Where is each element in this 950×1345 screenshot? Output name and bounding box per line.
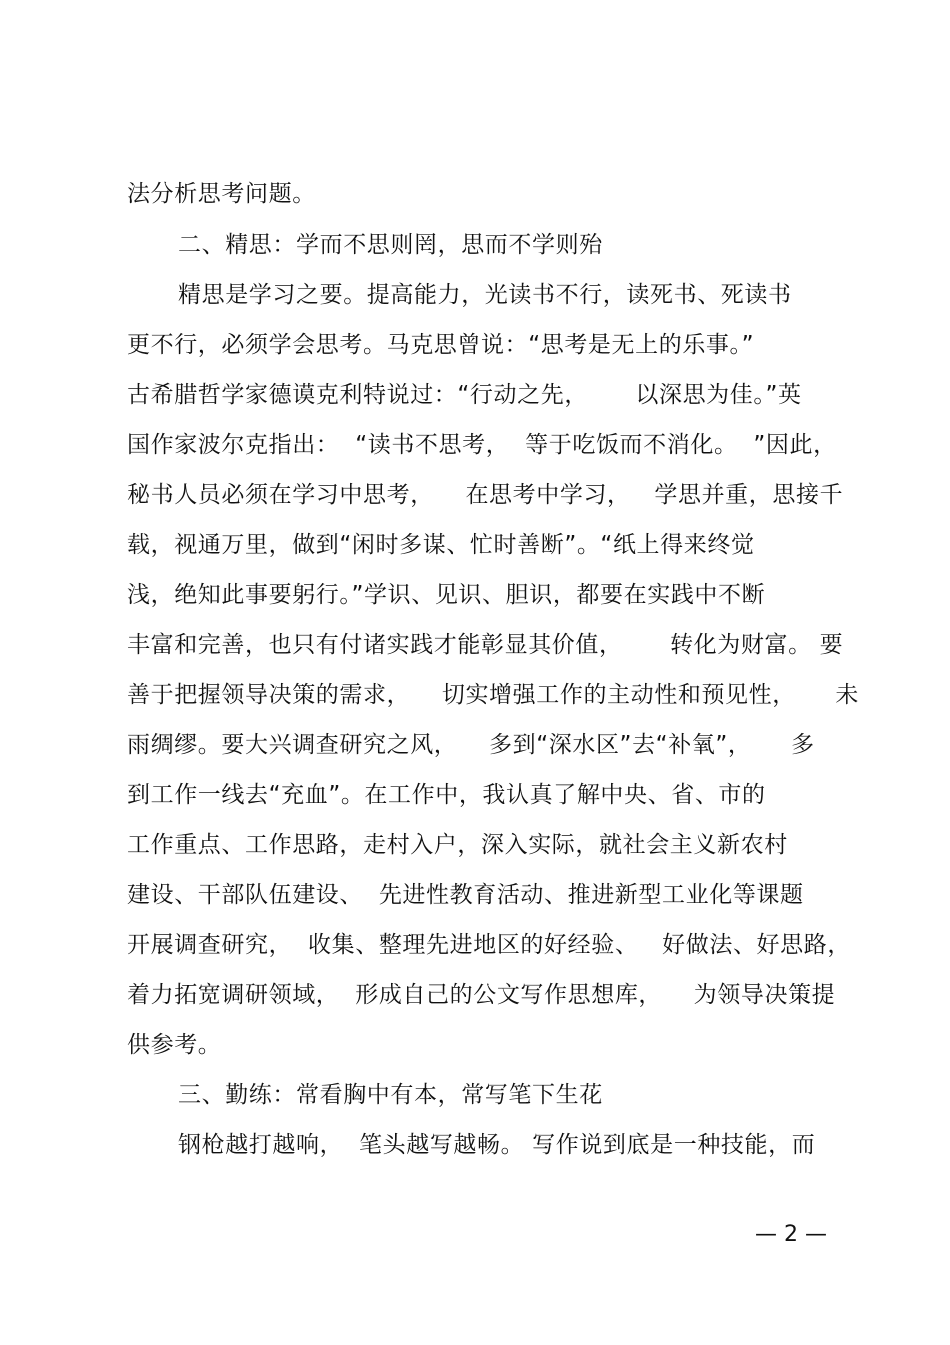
text-line: 工作重点、工作思路，走村入户，深入实际，就社会主义新农村 [127, 832, 788, 858]
text-line: 更不行，必须学会思考。马克思曾说：“思考是无上的乐事。” [127, 332, 755, 358]
text-line: 供参考。 [127, 1032, 222, 1058]
text-line: 法分析思考问题。 [127, 181, 316, 207]
text-line: 善于把握领导决策的需求， 切实增强工作的主动性和预见性， 未 [127, 682, 859, 708]
page-number: — 2 — [755, 1222, 827, 1247]
text-line: 秘书人员必须在学习中思考， 在思考中学习， 学思并重，思接千 [127, 482, 844, 508]
text-line: 着力拓宽调研领域， 形成自己的公文写作思想库， 为领导决策提 [127, 982, 836, 1008]
text-line: 雨绸缪。要大兴调查研究之风， 多到“深水区”去“补氧”， 多 [127, 732, 815, 758]
text-line: 精思是学习之要。提高能力，光读书不行，读死书、死读书 [178, 282, 792, 308]
text-line: 丰富和完善，也只有付诸实践才能彰显其价值， 转化为财富。 要 [127, 632, 844, 658]
text-line: 建设、干部队伍建设、 先进性教育活动、推进新型工业化等课题 [127, 882, 804, 908]
text-line: 浅，绝知此事要躬行。”学识、见识、胆识，都要在实践中不断 [127, 582, 766, 608]
text-line: 国作家波尔克指出： “读书不思考， 等于吃饭而不消化。 ”因此， [127, 432, 837, 458]
text-line: 开展调查研究， 收集、整理先进地区的好经验、 好做法、好思路， [127, 932, 851, 958]
section-heading: 二、精思：学而不思则罔，思而不学则殆 [178, 232, 603, 258]
section-heading: 三、勤练：常看胸中有本，常写笔下生花 [178, 1082, 603, 1108]
text-line: 载，视通万里，做到“闲时多谋、忙时善断”。“纸上得来终觉 [127, 532, 755, 558]
text-line: 钢枪越打越响， 笔头越写越畅。 写作说到底是一种技能，而 [178, 1132, 816, 1158]
text-line: 古希腊哲学家德谟克利特说过：“行动之先， 以深思为佳。”英 [127, 382, 802, 408]
text-line: 到工作一线去“充血”。在工作中，我认真了解中央、省、市的 [127, 782, 766, 808]
